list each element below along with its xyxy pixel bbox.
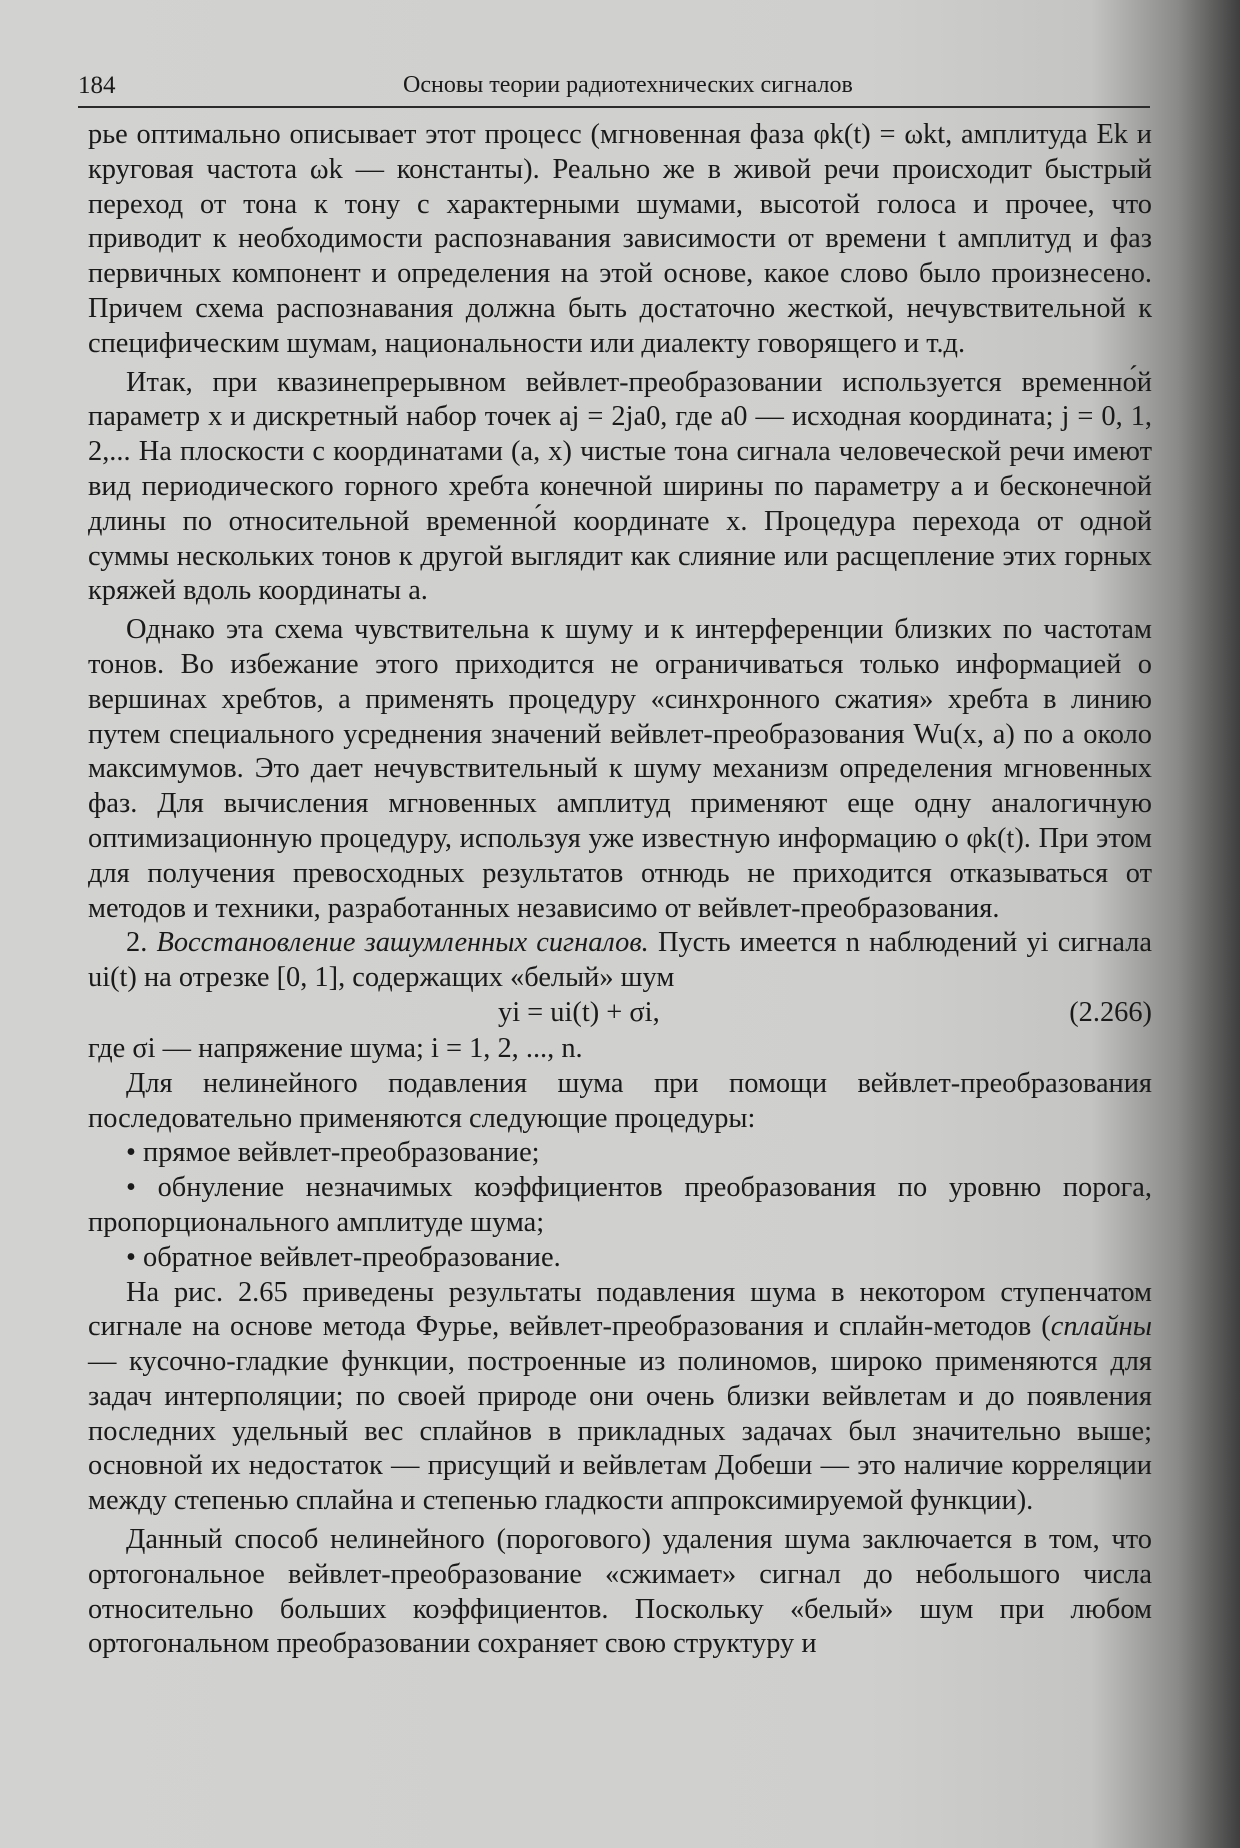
paragraph-6: Для нелинейного подавления шума при помощи вейвлет-преобразования последовательно применяются следующие процедуры: bbox=[88, 1067, 1152, 1134]
bullet-item-3: • обратное вейвлет-преобразование. bbox=[126, 1241, 561, 1273]
paragraph-3: Однако эта схема чувствительна к шуму и к интерференции близких по частотам тонов. Во избежание этого приходится не ограничиваться только информацией о вершинах хребтов, а применять процедуру «синхронного сжатия» хребта в линию путем специального усреднения значений вейвлет-преобразования Wu(x, a) по a около максимумов. Это дает нечувствительный к шуму механизм определения мгновенных фаз. Для вычисления мгновенных амплитуд применяют еще одну аналогичную оптимизационную процедуру, используя уже известную информацию о φk(t). При этом для получения превосходных результатов отнюдь не приходится отказываться от методов и техники, разработанных независимо от вейвлет-преобразования. bbox=[88, 614, 1152, 924]
p7-part-a: На рис. 2.65 приведены результаты подавления шума в некотором ступенчатом сигнале на основе метода Фурье, вейвлет-преобразования и сплайн-методов ( bbox=[88, 1276, 1152, 1343]
p7-part-b: — кусочно-гладкие функции, построенные из полиномов, широко применяются для задач интерполяции; по своей природе они очень близки вейвлетам и до появления последних удельный вес сплайнов в прикладных задачах был значительно выше; основной их недостаток — присущий и вейвлетам Добеши — это наличие корреляции между степенью сплайна и степенью гладкости аппроксимируемой функции). bbox=[88, 1346, 1152, 1517]
paragraph-7 bbox=[88, 1276, 1152, 1520]
page-header bbox=[78, 70, 1150, 108]
bullet-item-1: • прямое вейвлет-преобразование; bbox=[126, 1137, 540, 1169]
paragraph-8: Данный способ нелинейного (порогового) удаления шума заключается в том, что ортогональное вейвлет-преобразование «сжимает» сигнал до небольшого числа относительно больших коэффициентов. Поскольку «белый» шум при любом ортогональном преобразовании сохраняет свою структуру и bbox=[88, 1524, 1152, 1660]
item-number: 2. bbox=[126, 927, 148, 959]
bullet-item-2: • обнуление незначимых коэффициентов преобразования по уровню порога, пропорционального амплитуде шума; bbox=[88, 1172, 1152, 1238]
equation-row bbox=[88, 996, 1152, 1032]
item-text: Пусть имеется n наблюдений yi сигнала ui(t) на отрезке [0, 1], содержащих «белый» шум bbox=[88, 927, 1152, 994]
paragraph-1: рье оптимально описывает этот процесс (мгновенная фаза φk(t) = ωkt, амплитуда Ek и круговая частота ωk — константы). Реально же в живой речи происходит быстрый переход от тона к тону с характерными шумами, высотой голоса и прочее, что приводит к необходимости распознавания зависимости от времени t амплитуд и фаз первичных компонент и определения на этой основе, какое слово было произнесено. Причем схема распознавания должна быть достаточно жесткой, нечувствительной к специфическим шумам, национальности или диалекту говорящего и т.д. bbox=[88, 119, 1152, 359]
equation-number: (2.266) bbox=[1069, 996, 1152, 1028]
equation: yi = ui(t) + σi, bbox=[498, 996, 660, 1028]
item-title: Восстановление зашумленных сигналов. bbox=[156, 927, 649, 959]
body-text bbox=[88, 118, 1152, 1662]
paragraph-2: Итак, при квазинепрерывном вейвлет-преобразовании используется временно́й параметр x и дискретный набор точек aj = 2ja0, где a0 — исходная координата; j = 0, 1, 2,... На плоскости с координатами (a, x) чистые тона сигнала человеческой речи имеют вид периодического горного хребта конечной ширины по параметру a и бесконечной длины по относительной временно́й координате x. Процедура перехода от одной суммы нескольких тонов к другой выглядит как слияние или расщепление этих горных кряжей вдоль координаты a. bbox=[88, 366, 1152, 607]
p7-term: сплайны bbox=[1050, 1311, 1152, 1343]
paragraph-4 bbox=[88, 926, 1152, 996]
running-title: Основы теории радиотехнических сигналов bbox=[403, 72, 853, 98]
paragraph-5: где σi — напряжение шума; i = 1, 2, ..., n. bbox=[88, 1032, 583, 1064]
page-number: 184 bbox=[78, 72, 116, 99]
